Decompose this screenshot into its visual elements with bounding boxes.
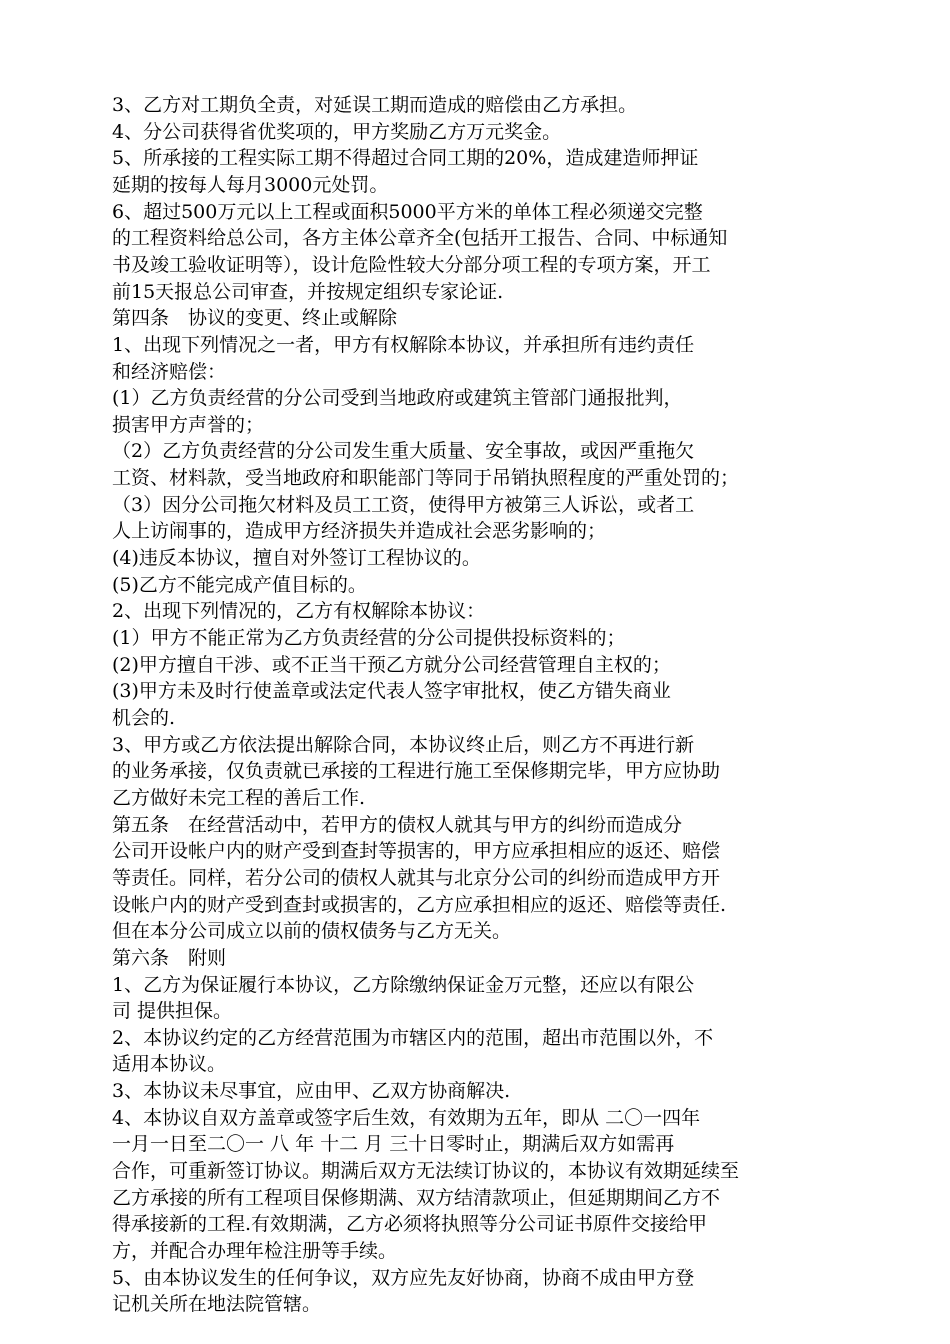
clause-line: 等责任。同样，若分公司的债权人就其与北京分公司的纠纷而造成甲方开 [112,866,721,889]
clause-line: 5、由本协议发生的任何争议，双方应先友好协商，协商不成由甲方登 [112,1266,695,1289]
clause-line: 司 提供担保。 [112,1000,233,1023]
clause-line: 的业务承接，仅负责就已承接的工程进行施工至保修期完毕，甲方应协助 [112,760,721,783]
clause-line: 适用本协议。 [112,1053,227,1076]
clause-line: 6、超过500万元以上工程或面积5000平方米的单体工程必须递交完整 [112,200,703,223]
clause-line: 和经济赔偿： [112,360,227,383]
clause-line: 3、乙方对工期负全责，对延误工期而造成的赔偿由乙方承担。 [112,94,638,116]
clause-line: 合作，可重新签订协议。期满后双方无法续订协议的，本协议有效期延续至 [112,1160,740,1183]
clause-line: 延期的按每人每月3000元处罚。 [112,173,389,196]
clause-line: 方，并配合办理年检注册等手续。 [112,1240,398,1263]
article-heading: 第四条 协议的变更、终止或解除 [112,307,398,330]
clause-line: 1、出现下列情况之一者，甲方有权解除本协议，并承担所有违约责任 [112,333,695,356]
clause-line: 人上访闹事的，造成甲方经济损失并造成社会恶劣影响的； [112,520,607,543]
clause-line: 乙方承接的所有工程项目保修期满、双方结清款项止，但延期期间乙方不 [112,1186,721,1209]
clause-line: 得承接新的工程.有效期满，乙方必须将执照等分公司证书原件交接给甲 [112,1213,708,1236]
clause-line: 乙方做好未完工程的善后工作. [112,786,366,809]
clause-line: 2、本协议约定的乙方经营范围为市辖区内的范围，超出市范围以外，不 [112,1026,714,1049]
clause-line: (1）乙方负责经营的分公司受到当地政府或建筑主管部门通报批判， [112,387,683,410]
clause-line: 4、本协议自双方盖章或签字后生效，有效期为五年，即从 二〇一四年 [112,1106,701,1129]
clause-line: 3、本协议未尽事宜，应由甲、乙双方协商解决. [112,1080,511,1103]
clause-line: 机会的. [112,707,176,729]
clause-line: 损害甲方声誉的； [112,413,265,436]
clause-line: 5、所承接的工程实际工期不得超过合同工期的20%，造成建造师押证 [112,147,699,170]
clause-line: (5)乙方不能完成产值目标的。 [112,573,367,596]
clause-line: (1）甲方不能正常为乙方负责经营的分公司提供投标资料的； [112,627,626,650]
clause-line: 记机关所在地法院管辖。 [112,1293,322,1316]
clause-line: 1、乙方为保证履行本协议，乙方除缴纳保证金万元整，还应以有限公 [112,973,695,996]
clause-line: （3）因分公司拖欠材料及员工工资，使得甲方被第三人诉讼，或者工 [112,493,695,516]
clause-line: 2、出现下列情况的，乙方有权解除本协议： [112,600,486,623]
article-heading: 第五条 在经营活动中，若甲方的债权人就其与甲方的纠纷而造成分 [112,813,683,836]
clause-line: 书及竣工验收证明等），设计危险性较大分部分项工程的专项方案，开工 [112,253,711,276]
clause-line: 4、分公司获得省优奖项的，甲方奖励乙方万元奖金。 [112,120,562,143]
clause-line: 前15天报总公司审查，并按规定组织专家论证. [112,280,504,303]
clause-line: 公司开设帐户内的财产受到查封等损害的，甲方应承担相应的返还、赔偿 [112,840,721,863]
clause-line: 工资、材料款，受当地政府和职能部门等同于吊销执照程度的严重处罚的； [112,467,740,490]
clause-line: 3、甲方或乙方依法提出解除合同，本协议终止后，则乙方不再进行新 [112,733,695,756]
clause-line: (4)违反本协议，擅自对外签订工程协议的。 [112,547,481,570]
clause-line: （2）乙方负责经营的分公司发生重大质量、安全事故，或因严重拖欠 [112,440,695,463]
clause-line: 一月一日至二〇一 八 年 十二 月 三十日零时止，期满后双方如需再 [112,1133,675,1156]
article-heading: 第六条 附则 [112,946,227,969]
clause-line: (3)甲方未及时行使盖章或法定代表人签字审批权，使乙方错失商业 [112,680,671,703]
clause-line: (2)甲方擅自干涉、或不正当干预乙方就分公司经营管理自主权的； [112,653,671,676]
clause-line: 但在本分公司成立以前的债权债务与乙方无关。 [112,920,512,943]
clause-line: 设帐户内的财产受到查封或损害的，乙方应承担相应的返还、赔偿等责任. [112,893,727,916]
clause-line: 的工程资料给总公司，各方主体公章齐全(包括开工报告、合同、中标通知 [112,227,728,250]
